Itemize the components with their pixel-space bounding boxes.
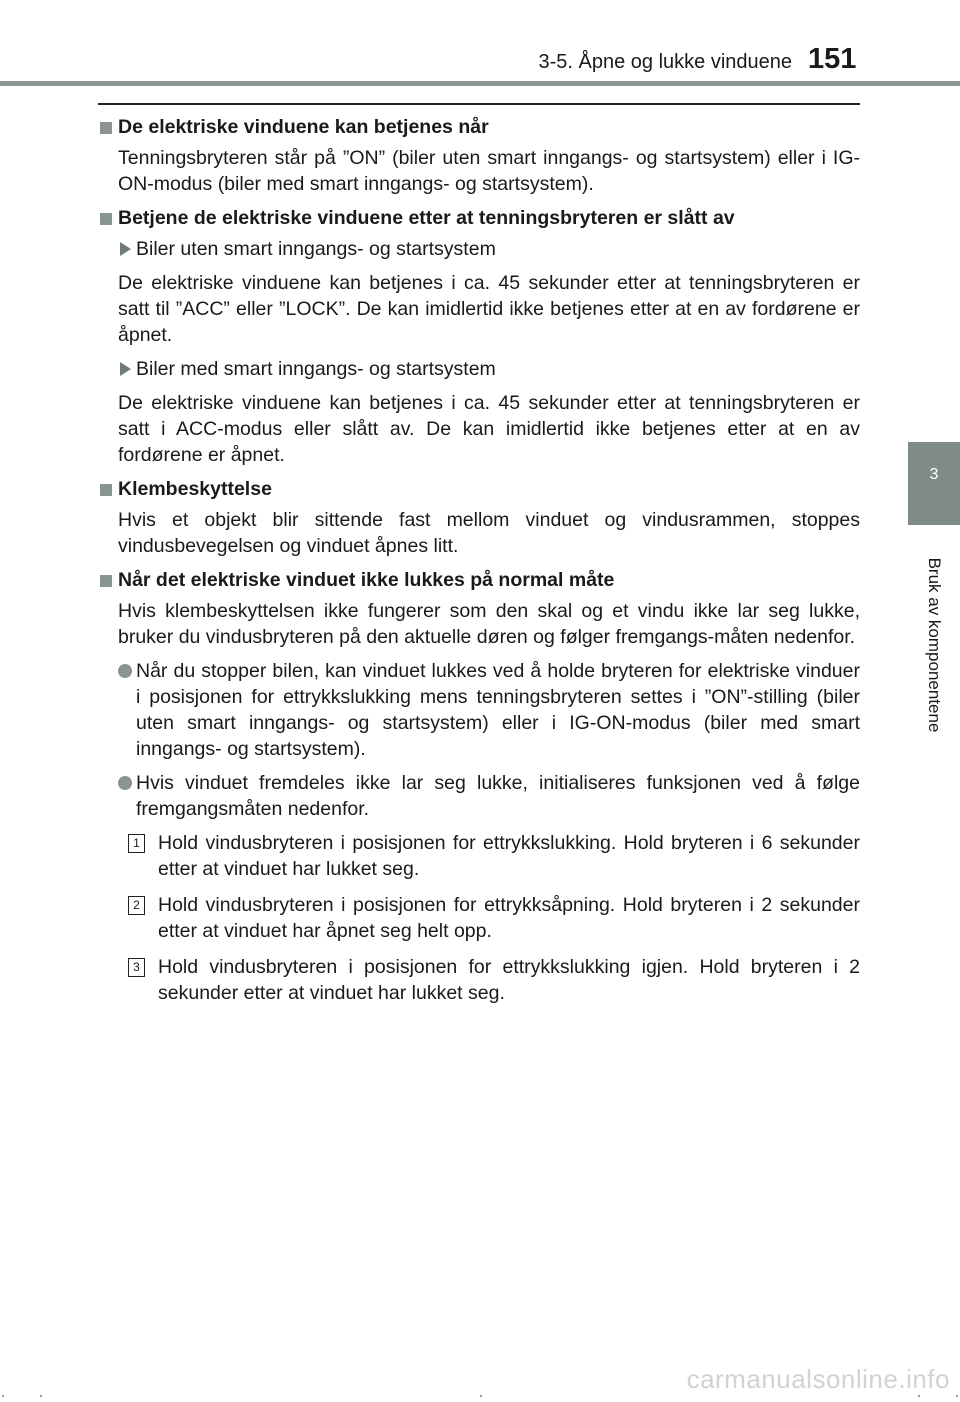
step-number: 3 bbox=[128, 958, 145, 977]
section-heading: De elektriske vinduene kan betjenes når bbox=[98, 114, 860, 140]
section-heading: Når det elektriske vinduet ikke lukkes på normal måte bbox=[98, 567, 860, 593]
crop-mark bbox=[2, 1395, 4, 1397]
step-item: 2 Hold vindusbryteren i posisjonen for ettrykksåpning. Hold bryteren i 2 sekunder etter at vinduet har åpnet seg helt opp. bbox=[136, 892, 860, 944]
subheading: Biler uten smart inngangs- og startsystem bbox=[118, 236, 860, 262]
footer-crop-marks bbox=[0, 1395, 960, 1397]
paragraph: De elektriske vinduene kan betjenes i ca. 45 sekunder etter at tenningsbryteren er satt til ”ACC” eller ”LOCK”. De kan imidlertid ikke betjenes etter at en av fordørene er åpnet. bbox=[118, 272, 860, 346]
crop-mark bbox=[480, 1395, 482, 1397]
square-bullet-icon bbox=[100, 575, 112, 587]
watermark: carmanualsonline.info bbox=[686, 1364, 950, 1394]
header-rule bbox=[0, 81, 960, 86]
chapter-title: 3-5. Åpne og lukke vinduene bbox=[538, 51, 792, 73]
crop-mark bbox=[40, 1395, 42, 1397]
circle-bullet-icon bbox=[118, 776, 132, 790]
square-bullet-icon bbox=[100, 484, 112, 496]
list-item: Når du stopper bilen, kan vinduet lukkes ved å holde bryteren for elektriske vinduer i posisjonen for ettrykkslukking mens tenningsbryteren settes i ”ON”-stilling (biler uten smart inngangs- og startsystem) eller i IG-ON-modus (biler med smart inngangs- og startsystem). bbox=[118, 658, 860, 762]
triangle-arrow-icon bbox=[120, 362, 131, 376]
square-bullet-icon bbox=[100, 213, 112, 225]
paragraph: Tenningsbryteren står på ”ON” (biler uten smart inngangs- og startsystem) eller i IG-ON-modus (biler med smart inngangs- og startsystem). bbox=[118, 147, 860, 195]
circle-bullet-icon bbox=[118, 664, 132, 678]
step-number: 2 bbox=[128, 896, 145, 915]
paragraph: Hvis et objekt blir sittende fast mellom vinduet og vindusrammen, stoppes vindusbevegelsen og vinduet åpnes litt. bbox=[118, 509, 860, 557]
square-bullet-icon bbox=[100, 122, 112, 134]
section-heading: Klembeskyttelse bbox=[98, 476, 860, 502]
crop-mark bbox=[956, 1395, 958, 1397]
chapter-tab-label: Bruk av komponentene bbox=[925, 557, 944, 733]
crop-mark bbox=[918, 1395, 920, 1397]
section-heading: Betjene de elektriske vinduene etter at tenningsbryteren er slått av bbox=[98, 205, 860, 231]
paragraph: De elektriske vinduene kan betjenes i ca. 45 sekunder etter at tenningsbryteren er satt i ACC-modus eller slått av. De kan imidlertid ikke betjenes etter at en av fordørene er åpnet. bbox=[118, 392, 860, 466]
paragraph: Hvis klembeskyttelsen ikke fungerer som den skal og et vindu ikke lar seg lukke, bruker du vindusbryteren på den aktuelle døren og følger fremgangs-måten nedenfor. bbox=[118, 600, 860, 648]
subheading: Biler med smart inngangs- og startsystem bbox=[118, 356, 860, 382]
triangle-arrow-icon bbox=[120, 242, 131, 256]
list-item: Hvis vinduet fremdeles ikke lar seg lukke, initialiseres funksjonen ved å følge fremgangsmåten nedenfor. bbox=[118, 770, 860, 822]
page-content bbox=[98, 114, 860, 1016]
step-number: 1 bbox=[128, 834, 145, 853]
step-item: 1 Hold vindusbryteren i posisjonen for ettrykkslukking. Hold bryteren i 6 sekunder etter at vinduet har lukket seg. bbox=[136, 830, 860, 882]
step-item: 3 Hold vindusbryteren i posisjonen for ettrykkslukking igjen. Hold bryteren i 2 sekunder etter at vinduet har lukket seg. bbox=[136, 954, 860, 1006]
content-rule bbox=[98, 103, 860, 105]
chapter-tab-number: 3 bbox=[929, 466, 939, 483]
page-number: 151 bbox=[808, 43, 857, 75]
